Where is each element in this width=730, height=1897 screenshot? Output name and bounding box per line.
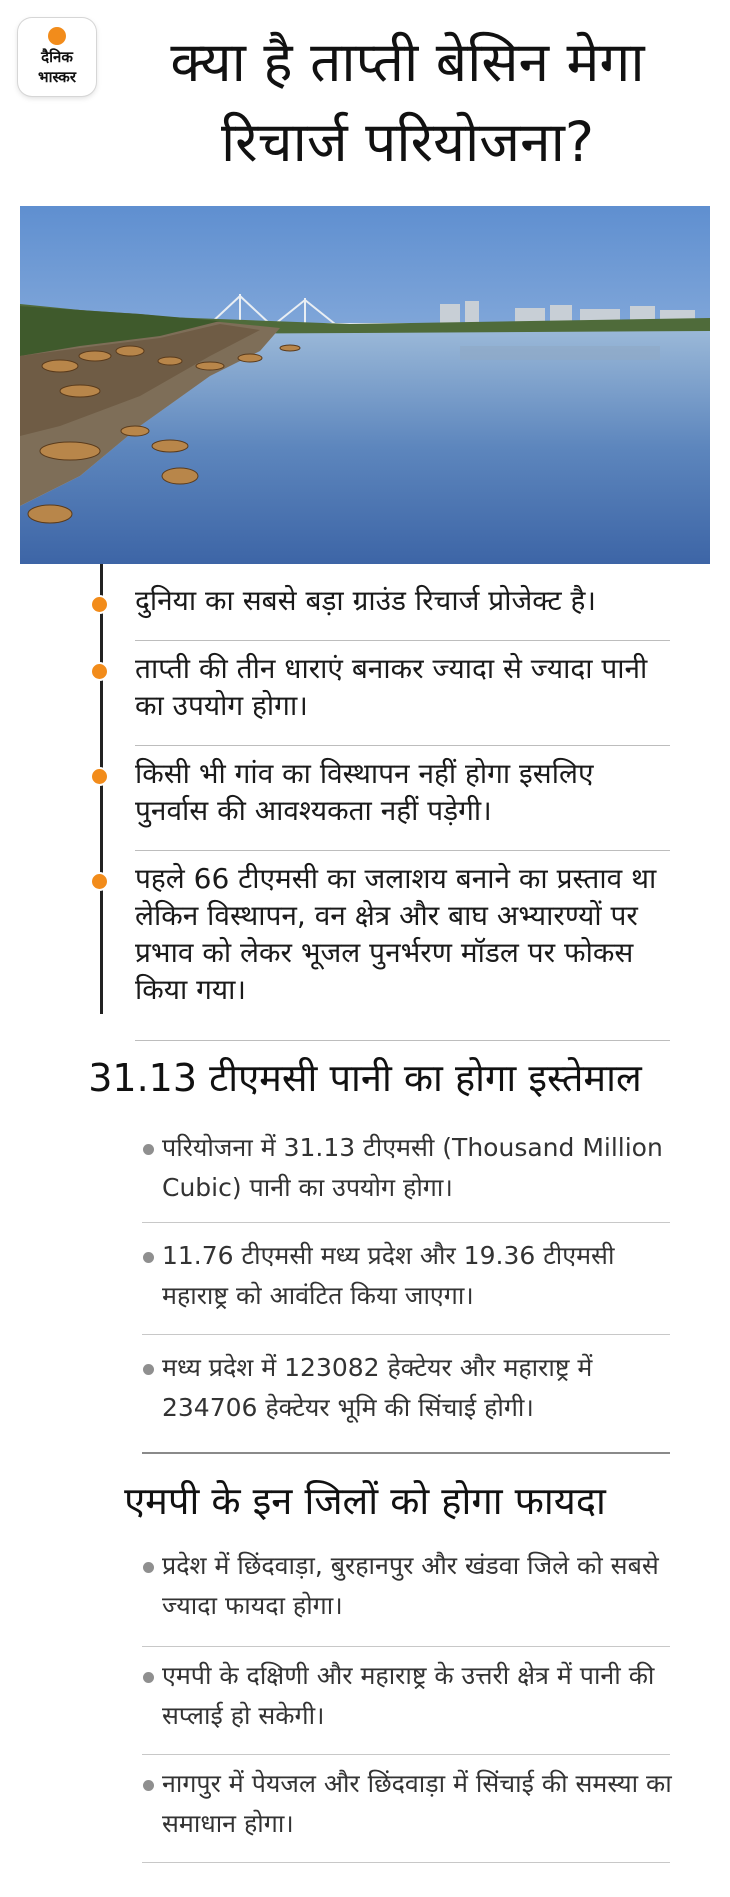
divider: [142, 1646, 670, 1647]
sun-icon: [48, 27, 66, 45]
section-divider: [142, 1452, 670, 1454]
bullet-dot: [143, 1672, 154, 1683]
divider: [135, 640, 670, 641]
timeline-dot: [90, 595, 109, 614]
key-point-4: पहले 66 टीएमसी का जलाशय बनाने का प्रस्ताव था लेकिन विस्थापन, वन क्षेत्र और बाघ अभ्यारण्यों पर प्रभाव को लेकर भूजल पुनर्भरण मॉडल पर फोकस किया गया।: [135, 862, 657, 1006]
section1-heading: 31.13 टीएमसी पानी का होगा इस्तेमाल: [88, 1056, 642, 1100]
timeline-dot: [90, 767, 109, 786]
bullet-dot: [143, 1364, 154, 1375]
logo-text-line2: भास्कर: [38, 68, 76, 86]
section1-item-2: 11.76 टीएमसी मध्य प्रदेश और 19.36 टीएमसी महाराष्ट्र को आवंटित किया जाएगा।: [162, 1241, 615, 1310]
bullet-dot: [143, 1562, 154, 1573]
page-title: क्या है ताप्ती बेसिन मेगा रिचार्ज परियोजना?: [170, 30, 645, 174]
key-point-2: ताप्ती की तीन धाराएं बनाकर ज्यादा से ज्यादा पानी का उपयोग होगा।: [135, 652, 648, 722]
divider: [135, 745, 670, 746]
section1-item-3: मध्य प्रदेश में 123082 हेक्टेयर और महाराष्ट्र में 234706 हेक्टेयर भूमि की सिंचाई होगी।: [162, 1353, 593, 1422]
divider: [142, 1222, 670, 1223]
key-point-1: दुनिया का सबसे बड़ा ग्राउंड रिचार्ज प्रोजेक्ट है।: [135, 584, 596, 617]
key-point-3: किसी भी गांव का विस्थापन नहीं होगा इसलिए पुनर्वास की आवश्यकता नहीं पड़ेगी।: [135, 757, 594, 827]
logo-text-line1: दैनिक: [41, 48, 73, 66]
timeline-line: [100, 564, 103, 1014]
section1-item-1: परियोजना में 31.13 टीएमसी (Thousand Million Cubic) पानी का उपयोग होगा।: [162, 1133, 663, 1202]
divider: [142, 1862, 670, 1863]
divider: [135, 850, 670, 851]
bullet-dot: [143, 1780, 154, 1791]
section2-heading: एमपी के इन जिलों को होगा फायदा: [124, 1479, 606, 1523]
section2-item-3: नागपुर में पेयजल और छिंदवाड़ा में सिंचाई की समस्या का समाधान होगा।: [162, 1769, 672, 1838]
timeline-dot: [90, 662, 109, 681]
divider: [142, 1334, 670, 1335]
section2-item-1: प्रदेश में छिंदवाड़ा, बुरहानपुर और खंडवा जिले को सबसे ज्यादा फायदा होगा।: [162, 1551, 659, 1620]
timeline-dot: [90, 872, 109, 891]
bullet-dot: [143, 1252, 154, 1263]
divider: [142, 1754, 670, 1755]
river-photo: [20, 206, 710, 564]
dainik-bhaskar-logo: [18, 18, 96, 96]
divider: [135, 1040, 670, 1041]
section2-item-2: एमपी के दक्षिणी और महाराष्ट्र के उत्तरी क्षेत्र में पानी की सप्लाई हो सकेगी।: [162, 1661, 655, 1730]
bullet-dot: [143, 1144, 154, 1155]
